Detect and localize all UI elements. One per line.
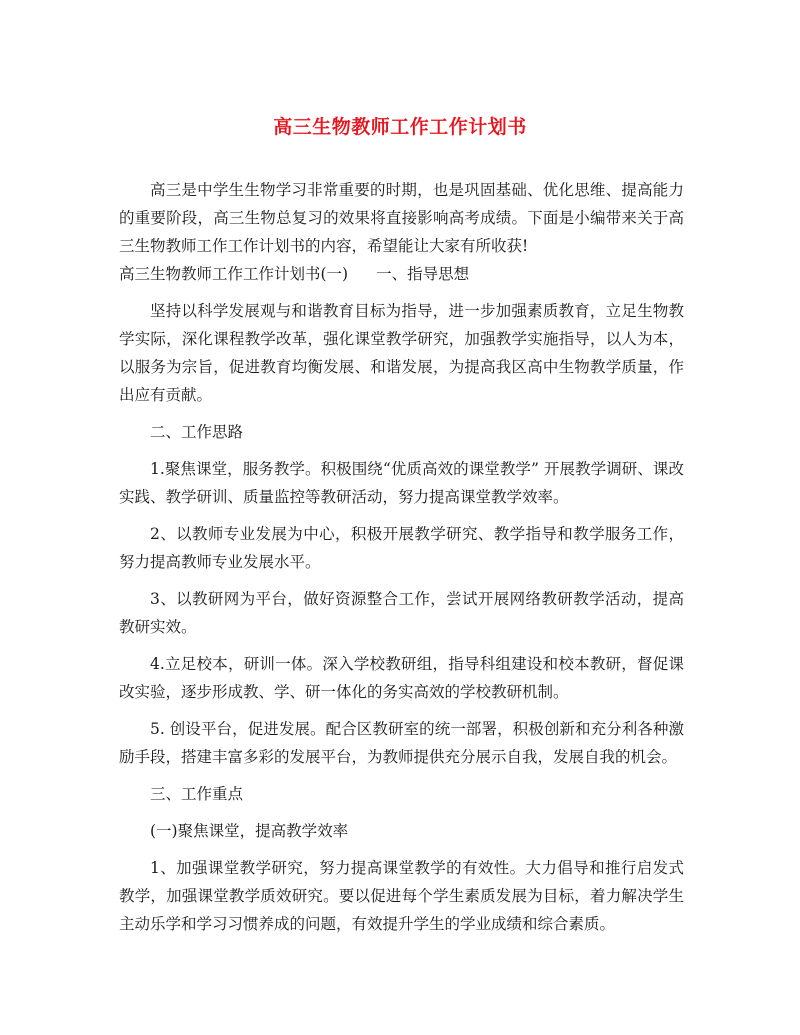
intro-paragraph: 高三是中学生生物学习非常重要的时期，也是巩固基础、优化思维、提高能力的重要阶段，高三生物总复习的效果将直接影响高考成绩。下面是小编带来关于高三生物教师工作工作计划书的内容，希望能让大家有所收获!: [119, 181, 684, 255]
subtitle-line: [119, 260, 684, 288]
section2-heading: 二、工作思路: [150, 423, 244, 441]
section1-heading: 一、指导思想: [376, 265, 470, 283]
section3-item: 1、加强课堂教学研究，努力提高课堂教学的有效性。大力倡导和推行启发式教学，加强课堂教学质效研究。要以促进每个学生素质发展为目标，着力解决学生主动乐学和学习习惯养成的问题，有效提升学生的学业成绩和综合素质。: [119, 859, 684, 933]
document-body: [119, 176, 684, 938]
section2-item: 4.立足校本，研训一体。深入学校教研组，指导科组建设和校本教研，督促课改实验，逐步形成教、学、研一体化的务实高效的学校教研机制。: [119, 655, 684, 701]
document-title: 高三生物教师工作工作计划书: [273, 116, 527, 138]
section2-item: 2、以教师专业发展为中心，积极开展教学研究、教学指导和教学服务工作，努力提高教师专业发展水平。: [119, 525, 684, 571]
section2-item: 1.聚焦课堂，服务教学。积极围绕“优质高效的课堂教学” 开展教学调研、课改实践、教学研训、质量监控等教研活动，努力提高课堂教学效率。: [119, 460, 684, 506]
guiding-paragraph: 坚持以科学发展观与和谐教育目标为指导，进一步加强素质教育，立足生物教学实际，深化课程教学改革，强化课堂教学研究，加强教学实施指导，以人为本，以服务为宗旨，促进教育均衡发展、和谐发展，为提高我区高中生物教学质量，作出应有贡献。: [119, 302, 684, 404]
plan-subtitle: 高三生物教师工作工作计划书(一): [119, 265, 349, 283]
section2-item: 3、以教研网为平台，做好资源整合工作，尝试开展网络教研教学活动，提高教研实效。: [119, 590, 684, 636]
section2-item: 5. 创设平台，促进发展。配合区教研室的统一部署，积极创新和充分利各种激励手段，搭建丰富多彩的发展平台，为教师提供充分展示自我，发展自我的机会。: [119, 720, 684, 766]
section3-subheading: (一)聚焦课堂，提高教学效率: [150, 822, 349, 840]
section3-heading: 三、工作重点: [150, 785, 244, 803]
